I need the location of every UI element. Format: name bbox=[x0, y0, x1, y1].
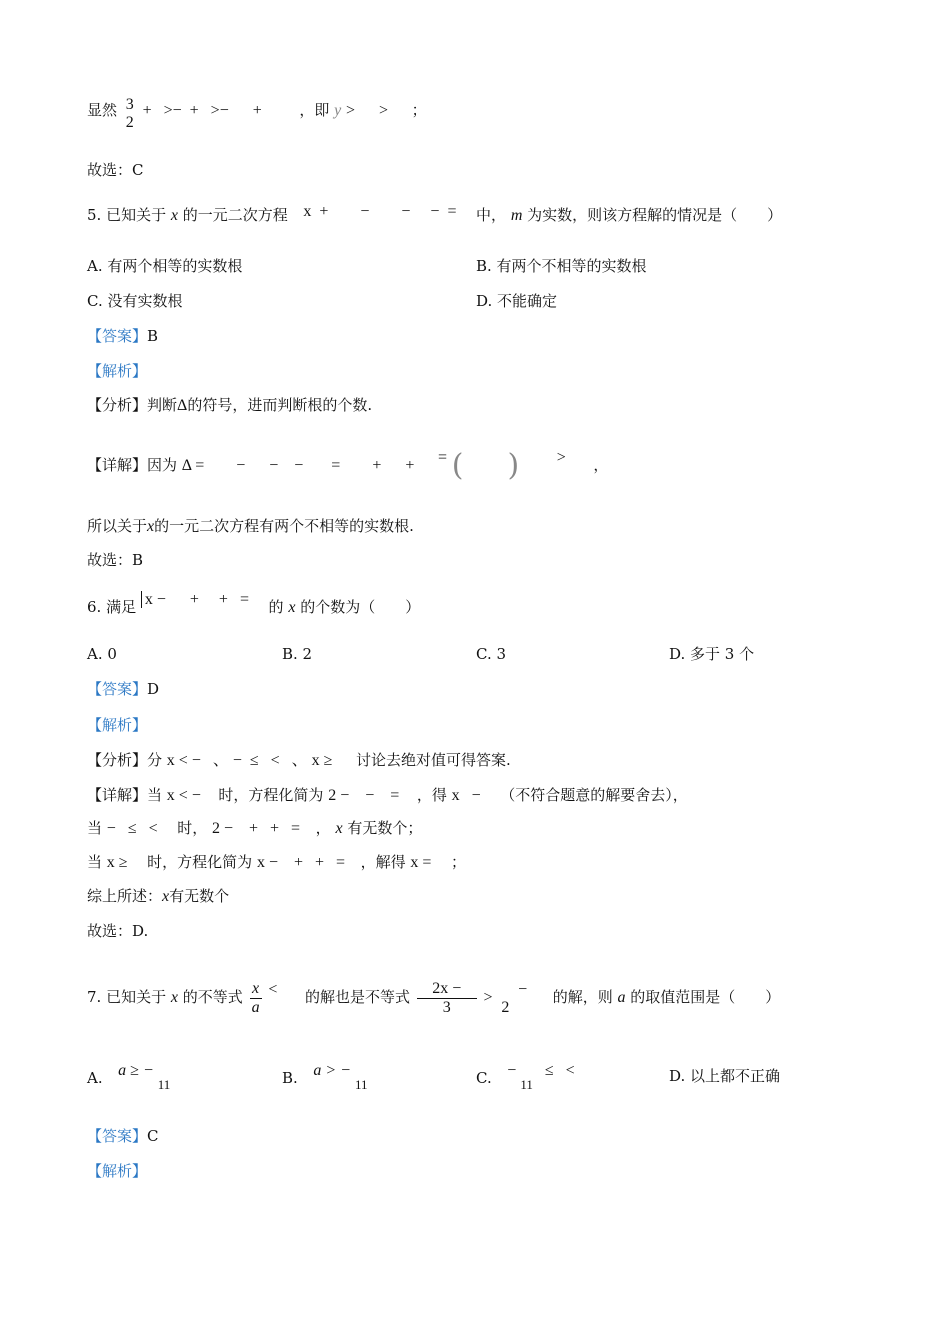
answer-value: C bbox=[147, 1127, 159, 1145]
text: 的解也是不等式 bbox=[304, 988, 410, 1006]
text: 【分析】判断 bbox=[87, 396, 178, 414]
text: 的不等式 bbox=[182, 988, 243, 1006]
math-expression: x − + + = bbox=[144, 591, 249, 608]
text: 时， bbox=[177, 819, 208, 837]
math-expression: − bbox=[507, 1062, 517, 1079]
answer-line bbox=[87, 1126, 159, 1146]
math-variable: x bbox=[170, 989, 178, 1006]
analysis-tag bbox=[87, 361, 147, 381]
math-symbol: > bbox=[483, 989, 493, 1006]
text: 所以关于 bbox=[87, 517, 148, 535]
option-d[interactable]: D. 以上都不正确 bbox=[669, 1067, 781, 1085]
text: 【详解】因为 bbox=[87, 456, 178, 474]
math-variable: x bbox=[170, 207, 178, 224]
math-variable: x bbox=[335, 820, 343, 837]
option-math bbox=[118, 1062, 174, 1092]
fraction bbox=[124, 96, 136, 132]
option-b[interactable]: B. 2 bbox=[282, 645, 313, 663]
fraction bbox=[353, 1058, 370, 1094]
math-symbol: − bbox=[518, 981, 528, 998]
text: 有无数个； bbox=[347, 819, 423, 837]
solution-line-top bbox=[87, 96, 427, 132]
case-line bbox=[87, 818, 422, 839]
option-b[interactable]: B. 有两个不相等的实数根 bbox=[476, 257, 647, 275]
option-label: B. bbox=[282, 1069, 298, 1087]
question-6-stem bbox=[87, 591, 421, 618]
math-variable: y bbox=[334, 102, 342, 119]
text: ，解得 bbox=[360, 853, 406, 871]
option-a[interactable] bbox=[87, 1058, 174, 1094]
fraction-numerator bbox=[353, 1058, 370, 1076]
math-expression: Δ = − − − = + + bbox=[181, 457, 415, 474]
text: ； bbox=[411, 101, 427, 119]
math-expression: x = bbox=[410, 854, 432, 871]
answer-tag: 【答案】 bbox=[87, 680, 148, 698]
text: ， bbox=[315, 819, 331, 837]
option-c[interactable]: C. 没有实数根 bbox=[87, 292, 183, 310]
question-5-stem bbox=[87, 205, 782, 226]
fraction bbox=[417, 980, 477, 1017]
text: 时，方程化简为 bbox=[147, 853, 253, 871]
fraction-denominator: a bbox=[251, 999, 260, 1016]
text: ， bbox=[593, 456, 609, 474]
text: ，得 bbox=[416, 786, 447, 804]
case-line bbox=[87, 852, 466, 873]
text: 的一元二次方程 bbox=[182, 206, 288, 224]
math-expression: 2 − − = bbox=[328, 787, 400, 804]
answer-tag: 【答案】 bbox=[87, 1127, 148, 1145]
text: 时，方程化简为 bbox=[218, 786, 324, 804]
fraction-numerator: x bbox=[252, 980, 260, 997]
fraction-denominator: 11 bbox=[520, 1077, 533, 1092]
analysis-tag bbox=[87, 715, 147, 735]
fraction-denominator: 11 bbox=[354, 1077, 368, 1092]
question-7-stem bbox=[87, 980, 780, 1017]
text: 有无数个 bbox=[169, 887, 230, 905]
option-math bbox=[507, 1062, 575, 1092]
option-c[interactable]: C. 3 bbox=[476, 645, 507, 663]
math-expression: x < − 、 − ≤ < 、 x ≥ bbox=[166, 752, 333, 769]
summary-line bbox=[87, 886, 229, 907]
text: ，即 bbox=[299, 101, 330, 119]
option-math bbox=[313, 1062, 371, 1092]
answer-tag: 【答案】 bbox=[87, 327, 148, 345]
option-c[interactable] bbox=[476, 1058, 575, 1094]
analysis-label: 【解析】 bbox=[87, 716, 148, 734]
math-expression: x < − bbox=[166, 787, 201, 804]
answer-value: D bbox=[147, 680, 160, 698]
answer-line bbox=[87, 326, 158, 346]
option-label: A. bbox=[87, 1069, 103, 1087]
detail-line bbox=[87, 448, 609, 483]
choose-line: 故选：B bbox=[87, 551, 144, 569]
absolute-value bbox=[141, 591, 249, 608]
math-expression: x − bbox=[451, 787, 481, 804]
fraction-numerator bbox=[518, 1058, 535, 1076]
analysis-label: 【解析】 bbox=[87, 362, 148, 380]
text: 5. 已知关于 bbox=[87, 206, 167, 224]
text: 的个数为（ ） bbox=[300, 598, 421, 616]
text: 【详解】当 bbox=[87, 786, 163, 804]
text: 的 bbox=[268, 598, 284, 616]
math-variable: x bbox=[147, 518, 155, 535]
option-a[interactable]: A. 有两个相等的实数根 bbox=[87, 257, 243, 275]
option-a[interactable]: A. 0 bbox=[87, 645, 117, 663]
text: 的取值范围是（ ） bbox=[630, 988, 781, 1006]
answer-line bbox=[87, 679, 159, 699]
text: 7. 已知关于 bbox=[87, 988, 167, 1006]
math-symbol: < bbox=[268, 981, 278, 998]
math-expression: a > − bbox=[313, 1062, 351, 1079]
math-expression: ≤ < bbox=[544, 1062, 575, 1079]
math-variable: x bbox=[162, 888, 170, 905]
fraction bbox=[518, 1058, 535, 1094]
text: 为实数，则该方程解的情况是（ ） bbox=[527, 206, 783, 224]
math-expression: > > bbox=[346, 102, 389, 119]
choose-line: 故选：D. bbox=[87, 922, 149, 940]
option-d[interactable]: D. 多于 3 个 bbox=[669, 645, 755, 663]
fraction-numerator: 2x − bbox=[432, 980, 462, 997]
math-symbol: Δ bbox=[177, 397, 188, 414]
fraction bbox=[156, 1058, 173, 1094]
fraction-numerator bbox=[156, 1058, 173, 1076]
text: 的一元二次方程有两个不相等的实数根. bbox=[154, 517, 414, 535]
fraction-denominator: 2 bbox=[125, 114, 134, 131]
left-paren-icon: ( bbox=[451, 448, 464, 483]
text: 讨论去绝对值可得答案. bbox=[356, 751, 511, 769]
text: 的解，则 bbox=[552, 988, 613, 1006]
analysis-tag bbox=[87, 1161, 147, 1181]
analysis-line bbox=[87, 395, 372, 416]
option-d[interactable]: D. 不能确定 bbox=[476, 292, 558, 310]
text: 当 bbox=[87, 819, 103, 837]
option-b[interactable] bbox=[282, 1058, 371, 1094]
text: 显然 bbox=[87, 101, 118, 119]
fraction bbox=[499, 999, 511, 1017]
text: 【分析】分 bbox=[87, 751, 163, 769]
analysis-label: 【解析】 bbox=[87, 1162, 148, 1180]
text: 的符号，进而判断根的个数. bbox=[187, 396, 373, 414]
analysis-line bbox=[87, 750, 511, 771]
text: 6. 满足 bbox=[87, 598, 137, 616]
option-label: C. bbox=[476, 1069, 492, 1087]
math-variable: a bbox=[617, 989, 626, 1006]
fraction-numerator: 3 bbox=[125, 96, 134, 113]
math-expression: x ≥ bbox=[106, 854, 128, 871]
text: 当 bbox=[87, 853, 103, 871]
math-expression: + >− + >− + bbox=[142, 102, 262, 119]
math-expression: a ≥ − bbox=[118, 1062, 154, 1079]
fraction bbox=[250, 980, 262, 1017]
answer-value: B bbox=[147, 327, 159, 345]
text: ； bbox=[450, 853, 466, 871]
text: 综上所述： bbox=[87, 887, 163, 905]
math-expression: − ≤ < bbox=[106, 820, 158, 837]
math-expression: 2 − + + = bbox=[211, 820, 301, 837]
right-paren-icon: ) bbox=[507, 448, 520, 483]
equation: x + − − − = bbox=[303, 203, 457, 220]
text: （不符合题意的解要舍去）， bbox=[500, 786, 688, 804]
fraction-denominator: 2 bbox=[501, 999, 510, 1016]
math-variable: x bbox=[288, 599, 296, 616]
text: 中， bbox=[476, 206, 507, 224]
math-symbol: > bbox=[556, 449, 566, 466]
conclusion-line bbox=[87, 516, 414, 537]
choose-line: 故选：C bbox=[87, 161, 144, 179]
math-symbol: = bbox=[437, 449, 447, 466]
fraction-denominator: 11 bbox=[157, 1077, 171, 1092]
detail-line bbox=[87, 785, 688, 806]
math-expression: x − + + = bbox=[256, 854, 346, 871]
math-variable: m bbox=[510, 207, 523, 224]
fraction-denominator: 3 bbox=[417, 998, 477, 1017]
